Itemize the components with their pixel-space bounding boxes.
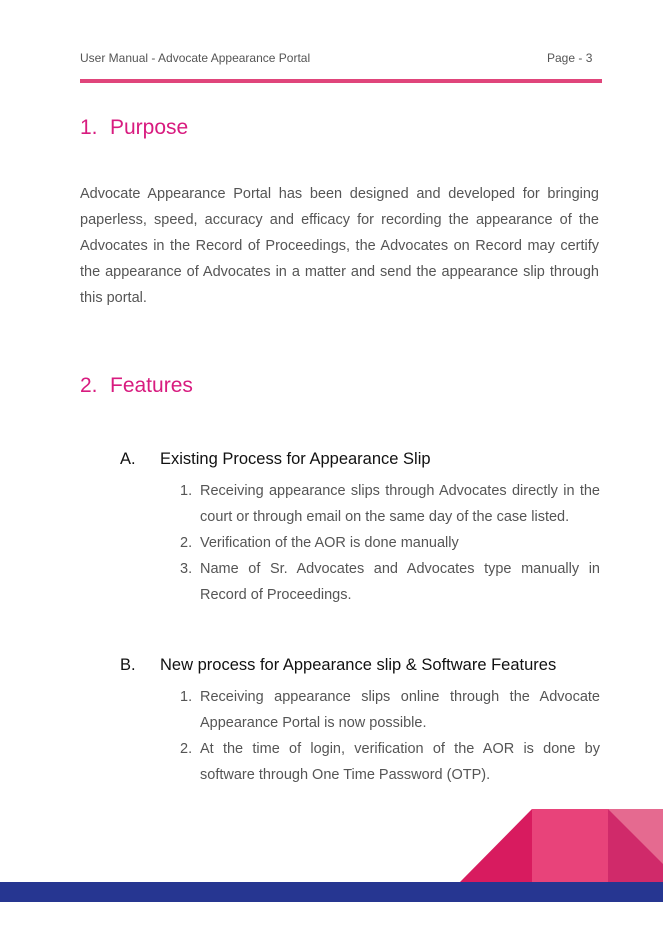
subsection-title: Existing Process for Appearance Slip	[160, 450, 431, 468]
subsection-letter: A.	[120, 450, 136, 468]
list-item-number: 1.	[180, 483, 193, 499]
list-item-number: 1.	[180, 689, 193, 705]
header-title: User Manual - Advocate Appearance Portal	[80, 51, 311, 65]
footer-bar	[0, 882, 663, 902]
list-item-text: At the time of login, verification of the AOR is done by software through One Time Password (OTP).	[200, 741, 600, 783]
page-number: Page - 3	[547, 51, 593, 65]
deco-square-middle	[532, 809, 608, 882]
subsection-letter: B.	[120, 656, 136, 674]
purpose-paragraph: Advocate Appearance Portal has been designed and developed for bringing paperless, speed, accuracy and efficacy for recording the appearance of the Advocates in the Record of Proceedings, the Advocates on Record may certify the appearance of Advocates in a matter and send the appearance slip through this portal.	[80, 186, 599, 306]
list-item-text: Name of Sr. Advocates and Advocates type manually in Record of Proceedings.	[200, 561, 600, 603]
deco-triangle-left	[460, 809, 532, 882]
section-title: Features	[110, 374, 193, 397]
section-number: 2.	[80, 374, 98, 397]
list-item-number: 3.	[180, 561, 193, 577]
list-item-number: 2.	[180, 741, 193, 757]
list-item-text: Verification of the AOR is done manually	[200, 535, 459, 551]
list-item-text: Receiving appearance slips online through the Advocate Appearance Portal is now possible.	[200, 689, 600, 731]
subsection-title: New process for Appearance slip & Software Features	[160, 656, 557, 674]
list-item-number: 2.	[180, 535, 193, 551]
section-title: Purpose	[110, 116, 189, 139]
list-item-text: Receiving appearance slips through Advocates directly in the court or through email on the same day of the case listed.	[200, 483, 600, 525]
section-number: 1.	[80, 116, 98, 139]
